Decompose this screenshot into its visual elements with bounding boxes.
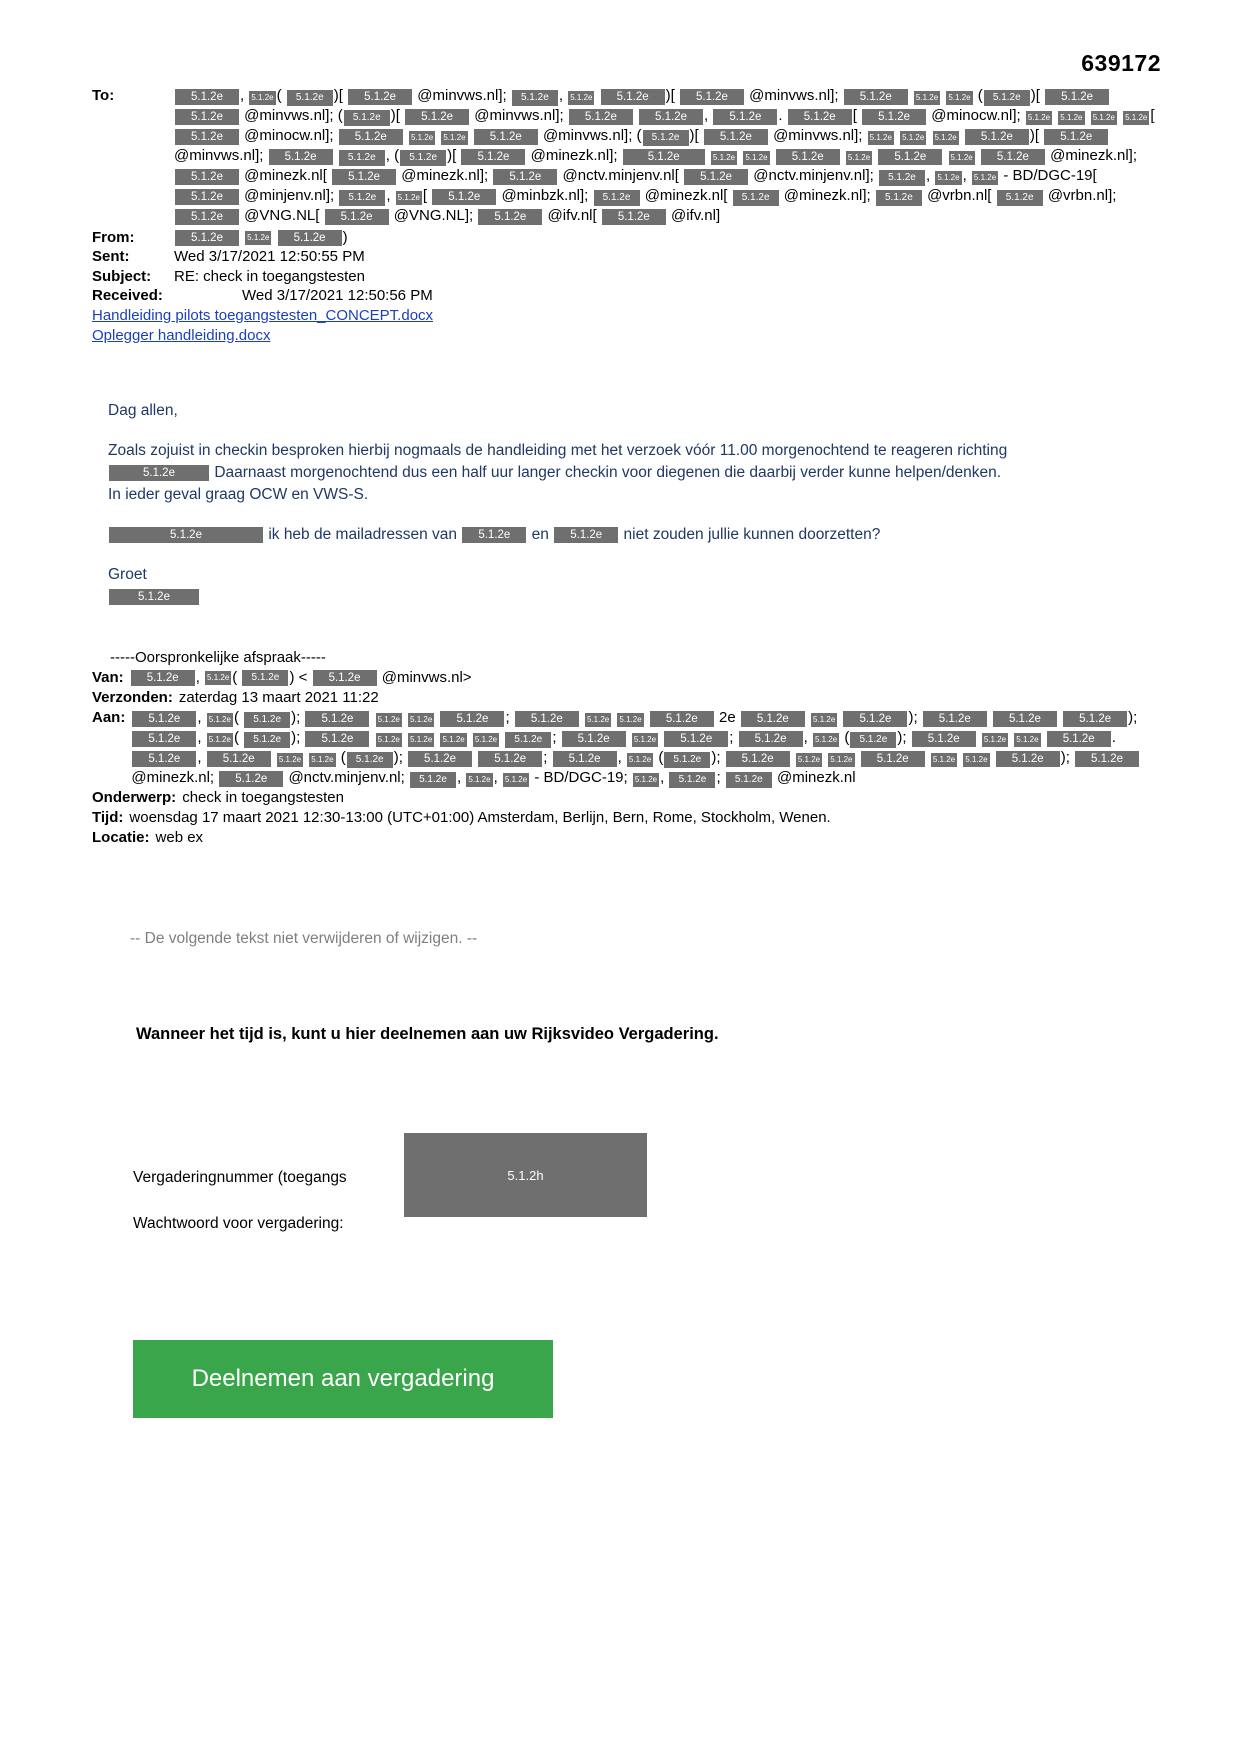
- aan-domain: @minezk.nl: [776, 769, 856, 786]
- redaction-chip: 5.1.2e: [1026, 111, 1052, 125]
- redaction-chip: 5.1.2e: [408, 713, 434, 727]
- to-domain: @minvws.nl];: [749, 87, 839, 104]
- redaction-chip: 5.1.2e: [478, 209, 542, 225]
- onderwerp-label: Onderwerp:: [92, 789, 177, 806]
- aan-value: 5.1.2e , 5.1.2e ( 5.1.2e ); 5.1.2e 5.1.2e 5.1.2e 5.1.2e ; 5.1.2e 5.1.2e 5.1.2e 5.1.2e 2e 5.1.2e 5.1.2e 5.1.2e ); 5.1.2e 5.1.2e 5.1.2e ); 5.1.2e , 5.1.2e ( 5.1.2e ); 5.1.2e 5.1.2e 5.1.2e 5.1.2e 5.1.2e 5.1.2e ; 5.1.2e 5.1.2e 5.1.2e ; 5.1.2e , 5.1.2e ( 5.1.2e ); 5.1.2e 5.1.2e 5.1.2e 5.1.2e . 5.1.2e , 5.1.2e 5.1.2e 5.1.2e ( 5.1.2e ); 5.1.2e 5.1.2e ; 5.1.2e , 5.1.2e ( 5.1.2e ); 5.1.2e 5.1.2e 5.1.2e 5.1.2e 5.1.2e 5.1.2e 5.1.2e ); 5.1.2e @minezk.nl; 5.1.2e @nctv.minjenv.nl; 5.1.2e , 5.1.2e , 5.1.2e - BD/DGC-19; 5.1.2e , 5.1.2e ; 5.1.2e @minezk.nl: [131, 709, 1138, 786]
- to-domain: @minezk.nl];: [1050, 147, 1138, 164]
- redaction-chip: 5.1.2e: [643, 130, 689, 146]
- body-greeting: Dag allen,: [108, 402, 178, 419]
- body-paragraph-2-b: en: [531, 526, 549, 543]
- attachment-link-1[interactable]: Handleiding pilots toegangstesten_CONCEPT.docx: [92, 306, 434, 324]
- redaction-chip: 5.1.2e: [861, 751, 925, 767]
- onderwerp-row: [92, 788, 1162, 808]
- do-not-modify-notice: -- De volgende tekst niet verwijderen of wijzigen. --: [130, 930, 478, 947]
- sent-value: Wed 3/17/2021 12:50:55 PM: [174, 248, 365, 265]
- to-domain: @minocw.nl];: [244, 127, 334, 144]
- redaction-chip: 5.1.2e: [632, 733, 658, 747]
- aan-label: Aan:: [92, 709, 126, 726]
- redaction-chip: 5.1.2e: [376, 713, 402, 727]
- van-value: 5.1.2e , 5.1.2e ( 5.1.2e ) < 5.1.2e @minvws.nl>: [130, 668, 1162, 688]
- redaction-chip: 5.1.2e: [868, 131, 894, 145]
- to-domain: @minezk.nl];: [401, 167, 489, 184]
- from-value: 5.1.2e 5.1.2e 5.1.2e ): [174, 228, 1162, 248]
- redaction-chip: 5.1.2e: [473, 733, 499, 747]
- redaction-chip: 5.1.2e: [175, 230, 239, 246]
- redaction-chip: 5.1.2e: [935, 171, 961, 185]
- redaction-chip: 5.1.2e: [512, 90, 558, 106]
- redaction-chip: 5.1.2e: [278, 230, 342, 246]
- to-domain: @minezk.nl];: [530, 147, 618, 164]
- redaction-chip: 5.1.2e: [993, 711, 1057, 727]
- redaction-chip: 5.1.2e: [569, 109, 633, 125]
- redaction-chip: 5.1.2e: [733, 190, 779, 206]
- subject-value: RE: check in toegangstesten: [174, 267, 365, 285]
- redaction-chip: 5.1.2e: [844, 89, 908, 105]
- redaction-chip: 5.1.2e: [309, 753, 335, 767]
- redaction-chip: 5.1.2e: [627, 753, 653, 767]
- redaction-chip: 5.1.2e: [982, 733, 1008, 747]
- redaction-chip: 5.1.2e: [1014, 733, 1040, 747]
- redaction-chip: 5.1.2e: [376, 733, 402, 747]
- redaction-chip: 5.1.2e: [900, 131, 926, 145]
- redaction-chip: 5.1.2e: [914, 91, 940, 105]
- email-body: [108, 400, 1148, 612]
- from-row: [92, 228, 1162, 248]
- redaction-chip: 5.1.2e: [205, 671, 231, 685]
- redaction-chip: 5.1.2e: [585, 713, 611, 727]
- redaction-chip: 5.1.2e: [923, 711, 987, 727]
- redaction-chip: 5.1.2e: [617, 713, 643, 727]
- redaction-chip: 5.1.2e: [743, 151, 769, 165]
- body-paragraph-1: [108, 440, 1148, 506]
- redaction-chip: 5.1.2e: [132, 731, 196, 747]
- body-closing-text: Groet: [108, 566, 147, 583]
- redaction-chip: 5.1.2e: [553, 751, 617, 767]
- redaction-chip: 5.1.2e: [963, 753, 989, 767]
- to-domain: - BD/DGC-19[: [1003, 167, 1097, 184]
- redaction-chip: 5.1.2e: [132, 711, 196, 727]
- redaction-chip: 5.1.2e: [996, 751, 1060, 767]
- redaction-chip: 5.1.2e: [207, 751, 271, 767]
- locatie-row: [92, 828, 1162, 848]
- tijd-value: woensdag 17 maart 2021 12:30-13:00 (UTC+01:00) Amsterdam, Berlijn, Bern, Rome, Stockholm, Wenen.: [129, 809, 831, 826]
- redaction-chip: 5.1.2e: [862, 109, 926, 125]
- redaction-chip: 5.1.2e: [493, 169, 557, 185]
- to-domain: @minvws.nl];: [542, 127, 633, 144]
- aan-row: [92, 708, 1162, 788]
- redaction-chip: 5.1.2e: [650, 711, 714, 727]
- subject-row: [92, 267, 1162, 287]
- meeting-credentials-redaction: 5.1.2h: [404, 1133, 647, 1217]
- redaction-chip: 5.1.2e: [776, 149, 840, 165]
- redaction-chip: 5.1.2e: [639, 109, 703, 125]
- redaction-chip: 5.1.2e: [568, 91, 594, 105]
- redaction-chip: 5.1.2e: [244, 712, 290, 728]
- email-header: [92, 86, 1162, 346]
- to-domain: @minvws.nl];: [474, 107, 564, 124]
- redaction-chip: 5.1.2e: [1044, 129, 1108, 145]
- to-domain: @minezk.nl[: [244, 167, 327, 184]
- redaction-chip: 5.1.2e: [713, 109, 777, 125]
- body-paragraph-2: [108, 524, 1148, 546]
- redaction-chip: 5.1.2e: [711, 151, 737, 165]
- redaction-chip: 5.1.2e: [664, 731, 728, 747]
- van-domain: @minvws.nl>: [381, 669, 472, 686]
- to-domain: @nctv.minjenv.nl];: [753, 167, 874, 184]
- aan-domain: @nctv.minjenv.nl;: [288, 769, 405, 786]
- redaction-chip: 5.1.2e: [726, 772, 772, 788]
- redaction-chip: 5.1.2e: [339, 129, 403, 145]
- redaction-chip: 5.1.2e: [249, 91, 275, 105]
- received-value: Wed 3/17/2021 12:50:56 PM: [242, 287, 433, 304]
- redaction-chip: 5.1.2e: [811, 713, 837, 727]
- redaction-chip: 5.1.2e: [207, 713, 233, 727]
- meeting-password-label: Wachtwoord voor vergadering:: [133, 1215, 344, 1232]
- redaction-chip: 5.1.2e: [878, 149, 942, 165]
- redaction-chip: 5.1.2e: [850, 732, 896, 748]
- meeting-fields: [133, 1155, 347, 1247]
- original-separator: -----Oorspronkelijke afspraak-----: [110, 649, 326, 666]
- redaction-chip: 5.1.2e: [1045, 89, 1109, 105]
- to-domain: @ifv.nl]: [671, 207, 721, 224]
- redaction-chip: 5.1.2e: [739, 731, 803, 747]
- sent-label: Sent:: [92, 248, 130, 265]
- to-domain: @minocw.nl];: [931, 107, 1021, 124]
- attachment-link-2[interactable]: Oplegger handleiding.docx: [92, 326, 271, 344]
- tijd-row: [92, 808, 1162, 828]
- redaction-chip: 5.1.2e: [1091, 111, 1117, 125]
- redaction-chip: 5.1.2e: [410, 772, 456, 788]
- redaction-chip: 5.1.2e: [846, 151, 872, 165]
- redaction-chip: 5.1.2e: [602, 209, 666, 225]
- body-paragraph-2-c: niet zouden jullie kunnen doorzetten?: [623, 526, 881, 543]
- redaction-chip: 5.1.2e: [503, 773, 529, 787]
- redaction-chip: 5.1.2e: [1058, 111, 1084, 125]
- redaction-chip: 5.1.2e: [109, 465, 209, 481]
- subject-label: Subject:: [92, 267, 152, 285]
- to-value: 5.1.2e , 5.1.2e ( 5.1.2e )[ 5.1.2e @minvws.nl]; 5.1.2e , 5.1.2e 5.1.2e )[ 5.1.2e @minvws.nl]; 5.1.2e 5.1.2e 5.1.2e ( 5.1.2e )[ 5.1.2e 5.1.2e @minvws.nl]; ( 5.1.2e )[ 5.1.2e @minvws.nl]; 5.1.2e 5.1.2e , 5.1.2e . 5.1.2e [ 5.1.2e @minocw.nl]; 5.1.2e 5.1.2e 5.1.2e 5.1.2e [ 5.1.2e @minocw.nl]; 5.1.2e 5.1.2e 5.1.2e 5.1.2e @minvws.nl]; ( 5.1.2e )[ 5.1.2e @minvws.nl]; 5.1.2e 5.1.2e 5.1.2e 5.1.2e )[ 5.1.2e @minvws.nl]; 5.1.2e 5.1.2e , ( 5.1.2e )[ 5.1.2e @minezk.nl]; 5.1.2e 5.1.2e 5.1.2e 5.1.2e 5.1.2e 5.1.2e 5.1.2e 5.1.2e @minezk.nl]; 5.1.2e @minezk.nl[ 5.1.2e @minezk.nl]; 5.1.2e @nctv.minjenv.nl[ 5.1.2e @nctv.minjenv.nl]; 5.1.2e , 5.1.2e , 5.1.2e - BD/DGC-19[ 5.1.2e @minjenv.nl]; 5.1.2e , 5.1.2e [ 5.1.2e @minbzk.nl]; 5.1.2e @minezk.nl[ 5.1.2e @minezk.nl]; 5.1.2e @vrbn.nl[ 5.1.2e @vrbn.nl]; 5.1.2e @VNG.NL[ 5.1.2e @VNG.NL]; 5.1.2e @ifv.nl[ 5.1.2e @ifv.nl]: [174, 87, 1155, 224]
- to-domain: @minezk.nl[: [644, 187, 728, 204]
- redaction-chip: 5.1.2e: [946, 91, 972, 105]
- redaction-chip: 5.1.2e: [408, 751, 472, 767]
- meeting-number-label: Vergaderingnummer (toegangs: [133, 1169, 347, 1186]
- document-number: 639172: [1081, 50, 1161, 76]
- to-domain: @minvws.nl];: [174, 147, 264, 164]
- redaction-chip: 5.1.2e: [515, 711, 579, 727]
- locatie-label: Locatie:: [92, 829, 150, 846]
- to-domain: @VNG.NL];: [393, 207, 474, 224]
- to-domain: @ifv.nl[: [547, 207, 597, 224]
- redaction-chip: 5.1.2e: [554, 527, 618, 543]
- aan-domain: - BD/DGC-19;: [534, 769, 628, 786]
- join-meeting-button[interactable]: Deelnemen aan vergadering: [133, 1340, 553, 1418]
- redaction-chip: 5.1.2e: [132, 751, 196, 767]
- sent-row: [92, 247, 1162, 267]
- redaction-chip: 5.1.2e: [325, 209, 389, 225]
- redaction-chip: 5.1.2e: [347, 752, 393, 768]
- redaction-chip: 5.1.2e: [175, 169, 239, 185]
- body-paragraph-1-c: In ieder geval graag OCW en VWS-S.: [108, 486, 369, 503]
- to-domain: @minvws.nl];: [417, 87, 507, 104]
- redaction-chip: 5.1.2e: [912, 731, 976, 747]
- redaction-chip: 5.1.2e: [461, 149, 525, 165]
- redaction-chip: 5.1.2e: [984, 90, 1030, 106]
- redaction-chip: 5.1.2e: [478, 751, 542, 767]
- redaction-chip: 5.1.2e: [277, 753, 303, 767]
- redaction-chip: 5.1.2e: [339, 190, 385, 206]
- redaction-chip: 5.1.2e: [440, 733, 466, 747]
- from-label: From:: [92, 228, 135, 246]
- redaction-chip: 5.1.2e: [933, 131, 959, 145]
- redaction-chip: 5.1.2e: [432, 189, 496, 205]
- redaction-chip: 5.1.2e: [594, 190, 640, 206]
- to-domain: @VNG.NL[: [244, 207, 320, 224]
- redaction-chip: 5.1.2e: [175, 89, 239, 105]
- redaction-chip: 5.1.2e: [981, 149, 1045, 165]
- redaction-chip: 5.1.2e: [1123, 111, 1149, 125]
- redaction-chip: 5.1.2e: [244, 732, 290, 748]
- redaction-chip: 5.1.2e: [219, 771, 283, 787]
- to-domain: @vrbn.nl[: [927, 187, 992, 204]
- received-row: [92, 286, 1162, 306]
- verzonden-row: [92, 688, 1162, 708]
- redaction-chip: 5.1.2e: [601, 89, 665, 105]
- redaction-chip: 5.1.2e: [972, 171, 998, 185]
- to-domain: @minbzk.nl];: [501, 187, 589, 204]
- redaction-chip: 5.1.2e: [704, 129, 768, 145]
- redaction-chip: 5.1.2e: [843, 711, 907, 727]
- redaction-chip: 5.1.2e: [175, 209, 239, 225]
- redaction-chip: 5.1.2e: [245, 231, 271, 245]
- redaction-chip: 5.1.2e: [474, 129, 538, 145]
- redaction-chip: 5.1.2e: [313, 670, 377, 686]
- redaction-chip: 5.1.2e: [242, 670, 288, 686]
- redaction-chip: 5.1.2e: [305, 731, 369, 747]
- redaction-chip: 5.1.2e: [684, 169, 748, 185]
- redaction-chip: 5.1.2e: [175, 129, 239, 145]
- redaction-chip: 5.1.2e: [109, 589, 199, 605]
- tijd-label: Tijd:: [92, 809, 124, 826]
- redaction-chip: 5.1.2e: [788, 109, 852, 125]
- redaction-chip: 5.1.2e: [269, 149, 333, 165]
- redaction-chip: 5.1.2e: [207, 733, 233, 747]
- redaction-chip: 5.1.2e: [441, 131, 467, 145]
- body-paragraph-2-a: ik heb de mailadressen van: [268, 526, 458, 543]
- redaction-chip: 5.1.2e: [175, 109, 239, 125]
- redaction-chip: 5.1.2e: [305, 711, 369, 727]
- redaction-chip: 5.1.2e: [287, 90, 333, 106]
- redaction-chip: 5.1.2e: [949, 151, 975, 165]
- aan-domain: @minezk.nl;: [131, 769, 215, 786]
- redaction-chip: 5.1.2e: [965, 129, 1029, 145]
- redaction-chip: 5.1.2e: [408, 733, 434, 747]
- to-domain: @nctv.minjenv.nl[: [562, 167, 679, 184]
- van-label: Van:: [92, 669, 124, 686]
- redaction-chip: 5.1.2e: [741, 711, 805, 727]
- redaction-chip: 5.1.2e: [466, 773, 492, 787]
- redaction-chip: 5.1.2e: [796, 753, 822, 767]
- redaction-chip: 5.1.2e: [462, 527, 526, 543]
- redaction-chip: 5.1.2e: [348, 89, 412, 105]
- redaction-chip: 5.1.2e: [680, 89, 744, 105]
- received-label: Received:: [92, 287, 163, 304]
- redaction-chip: 5.1.2e: [664, 752, 710, 768]
- van-row: [92, 668, 1162, 688]
- to-domain: @minezk.nl];: [783, 187, 871, 204]
- redaction-chip: 5.1.2e: [332, 169, 396, 185]
- body-closing: [108, 564, 1148, 608]
- redaction-chip: 5.1.2e: [505, 732, 551, 748]
- redaction-chip: 5.1.2e: [1063, 711, 1127, 727]
- to-domain: @vrbn.nl];: [1047, 187, 1117, 204]
- redaction-chip: 5.1.2e: [623, 149, 705, 165]
- body-paragraph-1-a: Zoals zojuist in checkin besproken hierbij nogmaals de handleiding met het verzoek vóór 11.00 morgenochtend te reageren richting: [108, 442, 1008, 459]
- redaction-chip: 5.1.2e: [175, 189, 239, 205]
- redaction-chip: 5.1.2e: [813, 733, 839, 747]
- to-row: [92, 86, 1162, 226]
- body-paragraph-1-b: Daarnaast morgenochtend dus een half uur langer checkin voor diegenen die daarbij verder kunne helpen/denken.: [214, 464, 1002, 481]
- original-appointment: [92, 648, 1162, 848]
- redaction-chip: 5.1.2e: [440, 711, 504, 727]
- onderwerp-value: check in toegangstesten: [182, 789, 344, 806]
- redaction-chip: 5.1.2e: [633, 773, 659, 787]
- redaction-chip: 5.1.2e: [931, 753, 957, 767]
- redaction-chip: 5.1.2e: [726, 751, 790, 767]
- to-domain: @minvws.nl];: [244, 107, 334, 124]
- redaction-chip: 5.1.2e: [109, 527, 263, 543]
- redaction-chip: 5.1.2e: [997, 190, 1043, 206]
- verzonden-value: zaterdag 13 maart 2021 11:22: [178, 689, 379, 706]
- redaction-chip: 5.1.2e: [131, 670, 195, 686]
- redaction-chip: 5.1.2e: [1075, 751, 1139, 767]
- redaction-chip: 5.1.2e: [1047, 731, 1111, 747]
- to-domain: @minvws.nl];: [773, 127, 863, 144]
- verzonden-label: Verzonden:: [92, 689, 173, 706]
- redaction-chip: 5.1.2e: [409, 131, 435, 145]
- redaction-chip: 5.1.2e: [405, 109, 469, 125]
- redaction-chip: 5.1.2e: [876, 190, 922, 206]
- redaction-chip: 5.1.2e: [339, 150, 385, 166]
- redaction-chip: 5.1.2e: [669, 772, 715, 788]
- redaction-chip: 5.1.2e: [879, 170, 925, 186]
- redaction-chip: 5.1.2e: [828, 753, 854, 767]
- redaction-chip: 5.1.2e: [400, 150, 446, 166]
- redaction-chip: 5.1.2e: [562, 731, 626, 747]
- join-meeting-title: Wanneer het tijd is, kunt u hier deelnemen aan uw Rijksvideo Vergadering.: [136, 1025, 719, 1043]
- redaction-chip: 5.1.2e: [396, 191, 422, 205]
- to-label: To:: [92, 87, 115, 104]
- to-domain: @minjenv.nl];: [244, 187, 335, 204]
- locatie-value: web ex: [155, 829, 204, 846]
- redaction-chip: 5.1.2e: [344, 110, 390, 126]
